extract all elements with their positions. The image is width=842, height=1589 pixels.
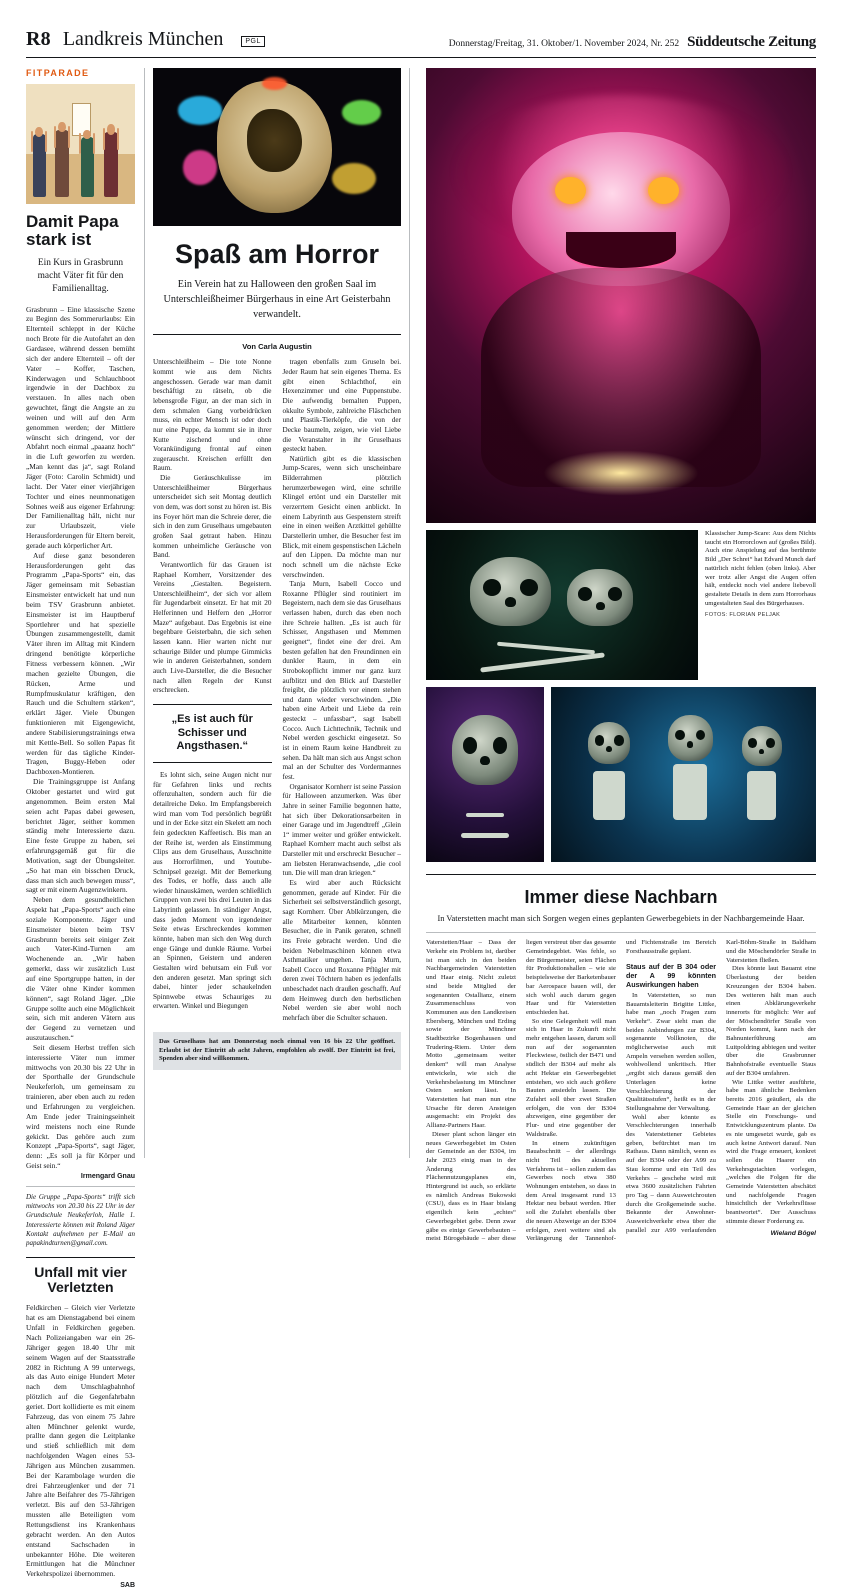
article-body-papa xyxy=(26,305,135,1171)
byline-unfall: SAB xyxy=(120,1582,135,1589)
photo-row-lower xyxy=(426,687,816,862)
info-box-opening-hours: Das Gruselhaus hat am Donnerstag noch einmal von 16 bis 22 Uhr geöffnet. Erlaubt ist der Eintritt ab acht Jahren, empfohlen ab zwölf. Der Eintritt ist frei, Spenden aber sind willkommen. xyxy=(153,1032,401,1071)
mask-photo xyxy=(426,687,544,862)
paragraph: Es wird aber auch Rücksicht genommen, gerade auf Kinder. Für die Sicherheit sei selbstverständlich gesorgt, sagt Kornherr. Über Ablkürzungen, die alle Mitarbeiter kennen, könnten Besucher, die in Panik geraten, schnell ins Freie gebracht werden. Und die beiden Nebelmaschinen können etwa Asthmatiker umgehen. Tanja Murn, Isabell Cocco und Roxanne Pflügler mit deren zwei Töchtern haben es jedenfalls unbeschadet nach draußen geschafft. Auf dem Heimweg durch den herbstlichen Nebel werden sie aber wohl noch mehrfach über die Schulter schauen. xyxy=(282,879,401,1022)
paragraph: Die Trainingsgruppe ist Anfang Oktober gestartet und wird gut angenommen. Beim ersten Mal seien acht Papas dabei gewesen, berichtet Jäger, seither kommen ständig mehr Interessierte dazu. Eine feste Gruppe zu haben, sei erfahrungsgemäß gut für die Motivation, sagt der Übungsleiter. „So hat man ein bisschen Druck, dass man sich auch bewegen muss“, sagt er mit einem Augenzwinkern. xyxy=(26,777,135,895)
page-number: R8 xyxy=(26,28,51,50)
column-divider xyxy=(144,68,145,1158)
paragraph: So eine Gelegenheit will man sich in Haar in Zukunft nicht mehr entgehen lassen, darum soll nun auf der sogenannten Fleckwiese, östlich der B471 und südlich der B304 auf mehr als acht Hektar ein Gewerbegebiet entstehen, wo sich auch größere Bauten ansiedeln lassen. Die Zufahrt soll über zwei Straßen erfolgen, die von der B304 abzweigen, eine gegenüber der Flur- und eine gegenüber der Waldstraße. xyxy=(526,1017,616,1138)
graffiti-photo xyxy=(153,68,401,226)
paper-logo: Süddeutsche Zeitung xyxy=(687,34,816,50)
byline-horror: Von Carla Augustin xyxy=(242,342,312,352)
skeletons-photo xyxy=(551,687,816,862)
column-right xyxy=(418,68,816,1243)
divider xyxy=(26,1186,135,1187)
paragraph: Natürlich gibt es die klassischen Jump-Scares, wenn sich unscheinbare Bilderrahmen plötzlich herumzerbewegen wird, eine schrille Klingel ertönt und ein Darsteller mit verzerrtem Gesicht einen anblickt. In einem Labyrinth aus Gespenstern streift eine in einen weißen Arztkittel gehüllte Darstellerin umher, die Besucher fest im Blick, mit einem gespenstischen Lächeln auf den Lippen. Da möchte man nur noch schnell um die nächste Ecke verschwinden. xyxy=(282,454,401,579)
skeleton-photo xyxy=(426,530,698,680)
article-body-horror xyxy=(153,358,401,1023)
section-tag: PGL xyxy=(241,36,265,47)
subline-papa: Ein Kurs in Grasbrunn macht Väter fit für den Familienalltag. xyxy=(37,257,124,294)
paragraph: Verantwortlich für das Grauen ist Raphael Kornherr, Vorsitzender des Vereins „Gestalten. Begeistern. Unterschleißheim“, der sich vor allem für Jugendarbeit einsetzt. Er hat mit 20 Helferinnen und Helfern den „Horror Maze“ aufgebaut. Das Ergebnis ist eine begehbare Geisterbahn, die sich sehen lassen kann. Hier warten nicht nur schaurige Bilder und plumpe Gimmicks wie in anderen Geisterbahnen, sondern auch Live-Darsteller, die die Besucher nach allen Regeln der Kunst erschrecken. xyxy=(153,560,272,695)
paragraph: Auf diese ganz besonderen Herausforderungen geht das Programm „Papa-Sports“ ein, das Jäger gemeinsam mit Sebastian Einsmeister entwickelt hat und nun beim TSV Grasbrunn anbietet. Einsmeister ist im Hauptberuf Sportlehrer und hat spezielle Übungen zusammengestellt, damit Väter ihren im Alltag mit Kindern dringend benötigte körperliche Fitness verbessern können. „Wir machen gezielte Übungen, die Rücken, Arme und Rumpfmuskulatur kräftigen, den Rauch und die Schultern stärken“, erklärt Jäger. Viele Übungen funktionieren mit Eigengewicht, andere Stabilisierungstrainings etwa mit Kettle-Bell. So sollen Papas fit werden für das tägliche Kinder-Tragen, Buggy-Heben oder Dachboxen-Montieren. xyxy=(26,550,135,777)
paragraph: Unterschleißheim – Die tote Nonne kommt wie aus dem Nichts angeschossen. Gerade war man damit beschäftigt zu rätseln, ob die lebensgroße Figur, an der man sich in dem schmalen Gang vorbeidrücken muss, ein echter Mensch ist oder doch nur eine Puppe, da kommt sie in ihrer Kutte zischend und ohne Vorankündigung frontal auf einen zugerauscht. Kreischen erfüllt den Raum. xyxy=(153,358,272,473)
headline-nachbarn: Immer diese Nachbarn xyxy=(524,887,718,907)
article-nachbarn xyxy=(426,874,816,1244)
masthead-right xyxy=(449,34,816,51)
column-left xyxy=(26,68,144,1589)
headline-papa: Damit Papa stark ist xyxy=(26,212,119,250)
photo-credit: FOTOS: FLORIAN PELJAK xyxy=(705,612,781,619)
paragraph: Neben dem gesundheitlichen Aspekt hat „Papa-Sports“ auch eine soziale Komponente. Jäger und Einsmeister bieten beim TSV Grasbrunn bereits seit einiger Zeit auch Vater-Kind-Turnen am Wochenende an. „Wir haben gemerkt, dass wir zusätzlich Lust auf eine Sportgruppe hatten, in der die Väter ohne Kinder kommen können“, sagt Roland Jäger. „Die Gruppe sollte auch eine Möglichkeit sein, sich mit anderen Vätern aus der Gegend zu vernetzen und auszutauschen.“ xyxy=(26,895,135,1043)
paragraph: In Vaterstetten, so nun Bauamtsleiterin Brigitte Littke, habe man „noch Fragen zum Verkehr“. Zwar sieht man die beiden Anbindungen zur B304, sogenannte Vollknoten, die möglicherweise auch mit Ampeln versehen werden sollen, wohlwollend unkritisch. Hier „ergibt sich daraus gemäß den Unterlagen keine Verschlechterung der Qualitätsstufen“, heißt es in der Stellungnahme der Verwaltung. xyxy=(626,991,716,1112)
paragraph: Wie Littke weiter ausführte, habe man ähnliche Bedenken bereits 2016 geäußert, als die Gemeinde Haar an der gleichen Stelle ein Forschungs- und Entwicklungszentrum plante. Da es nie umgesetzt wurde, gab es auch keine Antwort darauf. Nun wird die Frage erneuert, konkret sollen die Haarer ein Verkehrsgutachten vorlegen, „welches die Folgen für die Gemeinde Vaterstetten abschätzt und nachfolgende Fragen hinsichtlich der Verkehrsflüsse beantwortet“. Der Ausschuss stimmte dieser Forderung zu. xyxy=(726,1078,816,1225)
paragraph: Seit diesem Herbst treffen sich interessierte Väter nun immer mittwochs von 20.30 bis 22 Uhr in der Sporthalle der Grundschule Neukeferloh, um gemeinsam zu trainieren, aber eben auch zu reden und Erfahrungen zu vergleichen. Am Ende jeder Trainingseinheit wird meistens noch eine Runde gekickt. Das gehöre auch zum Konzept „Papa-Sports“, sagt Jäger, denn: „Es soll ja für Körper und Geist sein.“ xyxy=(26,1042,135,1171)
paragraph: Wohl aber könnte es Verschlechterungen innerhalb des Vaterstettener Gebietes geben, befürchtet man im Rathaus. Dann nämlich, wenn es auf der B304 oder der A99 zu Stau komme und ein Teil des Verkehrs – geschehe wird mit etwa 3600 zusätzlichen Fahrten pro Tag – dann Ausweichrouten durch die Großgemeinde suche. Bekannte der Anwohner-Ausweichverkehr etwa über die parallel zur A99 verlaufenden Karl-Böhm-Straße in Baldham und die Möschendörfer Straße in Vaterstetten fließen. xyxy=(626,939,816,1234)
section-title: Landkreis München xyxy=(62,28,224,50)
byline-nachbarn: Wieland Bögel xyxy=(770,1229,816,1237)
paragraph: tragen ebenfalls zum Gruseln bei. Jeder Raum hat sein eigenes Thema. Es gibt einen Schlachthof, ein Hexenzimmer und eine Puppenstube. Die aufwendig bemalten Puppen, okkulte Symbole, zahlreiche Fläschchen und Plastik-Tierköpfe, die von der Decke baumeln, zeigen, wie viel Liebe die Veranstalter in ihr Gruselhaus gesteckt haben. xyxy=(282,358,401,454)
paragraph: Es lohnt sich, seine Augen nicht nur für Gefahren links und rechts offenzuhalten, sondern auch für die detailreiche Deko. Im Empfangsbereich wird man vom Tod persönlich begrüßt und in der Ecke sitzt ein Skelett am noch fein gedeckten Kaffeetisch. Bis man an der Reihe ist, werden als Einstimmung Clips aus dem Gruselhaus, Ausschnitte aus Horrorfilmen, und Youtube-Schnipsel gezeigt. Mit der Bemerkung des Todes, er hoffe, dass auch alle wieder hinauskämen, werden schließlich Gruppen von zwei bis drei Leuten in das Labyrinth gelassen. In ständiger Angst, dass jeden Moment von irgendeiner Seite etwas Erschreckendes kommen könnte, haben man sich den Weg durch enge Gänge und dunkle Räume. Vorbei an Spinnen, Geistern und anderen Gestalten wird behutsam ein Fuß vor den anderen gesetzt. Man springt sich dabei, hinter jeder schaukelnden Spinnwebe etwas Schauriges zu erwarten. Winkel und Biegungen xyxy=(153,771,272,1011)
divider xyxy=(426,932,816,933)
kicker-fitparade: FITPARADE xyxy=(26,68,90,78)
divider xyxy=(26,1257,135,1258)
column-middle xyxy=(153,68,409,1158)
article-body-unfall xyxy=(26,1303,135,1579)
paragraph: Vaterstetten/Haar – Dass der Verkehr ein Problem ist, darüber ist man sich in den beiden Nachbargemeinden Vaterstetten und Haar einig. Nicht zuletzt sind beide Mitglied der sogenannten Ostallianz, einem Zusammenschluss von Kommunen aus den Landkreisen Ebersberg, München und Erding sowie der Münchner Stadtbezirke Bogenhausen und Trudering-Riem. Unter dem Motto „gemeinsam weiter denken“ will man Analyse entwickeln, wie sich die Verkehrsbelastung im Münchner Osten senken lässt. In Vaterstetten hat man nun eine Ursache für deren Ansteigen ausgemacht: ein Projekt des Allianz-Partners Haar. xyxy=(426,939,516,1130)
headline-unfall: Unfall mit vier Verletzten xyxy=(34,1263,127,1296)
content-grid xyxy=(26,68,816,1589)
subhead-nachbarn: Staus auf der B 304 oder der A 99 könnten Auswirkungen haben xyxy=(626,961,716,990)
byline-papa: Irmengard Gnau xyxy=(80,1172,135,1180)
article-body-nachbarn xyxy=(426,939,816,1244)
subline-spass-am-horror: Ein Verein hat zu Halloween den großen Saal im Unterschleißheimer Bürgerhaus in eine Art Geisterbahn verwandelt. xyxy=(163,279,391,320)
headline-spass-am-horror: Spaß am Horror xyxy=(174,239,380,269)
photo-caption xyxy=(705,530,816,680)
issue-date: Donnerstag/Freitag, 31. Oktober/1. November 2024, Nr. 252 xyxy=(448,39,680,49)
masthead xyxy=(26,28,816,58)
paragraph: In einem zukünftigen Bauabschnitt – der allerdings nicht Teil des aktuellen Verfahrens ist – sollen zudem das Gewerbes noch etwa 380 Wohnungen entstehen, so dass in dem Areal insgesamt rund 13 Hektar neu bebaut werden. Hier soll die Zufahrt ebenfalls über die neuen Abzweige an der B304 erfolgen, zwei weitere sind als Verlängerung der Tannenhof- und Fichtenstraße im Bereich Forsthausstraße geplant. xyxy=(526,939,716,1243)
masthead-left xyxy=(26,28,265,51)
paragraph: Die Geräuschkulisse im Unterschleißheimer Bürgerhaus unterscheidet sich seit Montag deutlich von dem, was dort sonst zu hören ist. Bis ins Foyer hört man die Schreie derer, die sich in den zum Gruselhaus umgebauten großen Saal getraut haben. Hinzu kommen unheimliche Geräusche von Band. xyxy=(153,474,272,560)
paragraph: Dies könnte laut Bauamt eine Überlastung der beiden Kreuzungen der B304 haben. Des weiteren hält man auch einen Abklärungsverkehr innerorts für möglich: Wer auf der Möschendörfer Straße von Norden kommt, kann nach der Bahnunterführung am Luitpoldring abbiegen und weiter über die Grasbrunner Bahnhofstraße eventuelle Staus auf der B304 umfahren. xyxy=(726,965,816,1077)
paragraph: Grasbrunn – Eine klassische Szene zu Beginn des Sommerurlaubs: Ein Elternteil schleppt in der Küche noch Brote für die Autofahrt an den Gardasee, während dessen bemüht sich der andere Elternteil – oft der Vater – Koffer, Taschen, Kinderwagen und Schlauchboot irgendwie in der Dachbox zu verstauen. In alles nach oben gewuchtet, fängt die Angste an zu weinen und will auf den Arm genommen werden; der Mittlere wünscht sich dringend, vor der Abfahrt noch einmal „paaanz hoch“ in die Luft geworfen zu werden. „Man kennt das ja“, sagt Roland Jäger (Foto: Carolin Schmidt) und lacht. Der Vater einer vierjährigen Tochter und eines neunmonatigen Sohnes weiß aus eigener Erfahrung: Der Familienalltag hält, nicht nur zur Urlaubszeit, viele Herausforderungen für Eltern bereit, gerade auch körperlicher Art. xyxy=(26,304,135,550)
pull-quote: „Es ist auch für Schisser und Angsthasen.“ xyxy=(153,704,272,763)
paragraph: Organisator Kornherr ist seine Passion für Halloween anzumerken. Was über Jahre in seiner Familie begonnen hatte, hat sich über Dekorationsarbeiten in einer Garage und im Jugendtreff „Glein 1“ immer weiter und größer entwickelt. Raphael Kornherr macht auch selbst als Darsteller mit und erschreckt Besucher – am liebsten Heranwachsende, „die cool tun. Die will man dran kriegen.“ xyxy=(282,782,401,878)
caption-text: Klassischer Jump-Scare: Aus dem Nichts taucht ein Horrorclown auf (großes Bild). Auch eine Anspielung auf das berühmte Bild „Der Schrei“ hat Edvard Munch darf natürlich nicht fehlen (oben links). Aber wer trotz aller Angst die Augen offen hält, entdeckt noch viel andere liebevoll gestaltete Details in dem zum Horrorhaus umgestalteten Saal des Bürgerhauses. xyxy=(705,530,816,607)
paragraph: Tanja Murn, Isabell Cocco und Roxanne Pflügler sind routiniert im Begeistern, nach dem sie das Gruselhaus verlassen haben, durch das eben noch ihre Schreie hallten. „Es ist auch für Schisser, Angsthasen und Memmen geeignet“, findet eine der drei. Am besten gefallen hat den Freundinnen ein dunkler Raum, in dem ein Strobokopflicht immer nur ganz kurz aufblitzt und den Blick auf Darsteller freigibt, die plötzlich vor einem stehen und dann wieder verschwinden. „Die haben eine Arbeit und Liebe da rein gesteckt – unfassbar“, sagt Isabell Cocco. Auch Lichttechnik, Technik und Nebel werden geschickt eingesetzt. So ist in einem Raum keine Handbreit zu sehen. Da hält man sich aus Angst schon mal an der Schulter des Vordermannes fest. xyxy=(282,580,401,781)
column-divider xyxy=(409,68,410,1158)
clown-photo xyxy=(426,68,816,523)
photo-caption-row xyxy=(426,530,816,680)
subline-nachbarn: In Vaterstetten macht man sich Sorgen wegen eines geplanten Gewerbegebiets in der Nachbargemeinde Haar. xyxy=(437,914,805,923)
paragraph: Dieser plant schon länger ein neues Gewerbegebiet im Osten der Gemeinde an der B304, im Jahr 2023 einig man in der Änderung des Flächennutzungsplanes ein, Hintergrund ist auch, so erklärte es nämlich Andreas Bukowski (CSU), dass es in Haar bislang eigentlich kein „echtes“ Gewerbegebiet gebe. Denn zwar gäbe es einige Gewerbebauten – meist Bürogebäude – aber diese liegen verstreut über das gesamte Gemeindegebiet. Was fehle, so der Bürgermeister, seien Flächen für Produktionshallen – wie sie beispielsweise der Barketenbauer bar Aerospace bauen will, der sich wohl auch darum gegen Haar und für Vaterstetten entschieden hat. xyxy=(426,939,616,1243)
paragraph: Feldkirchen – Gleich vier Verletzte hat es am Dienstagabend bei einem Unfall in Feldkirchen gegeben. Nach Polizeiangaben war ein 26-Jähriger gegen 18.40 Uhr mit seinem Wagen auf der Staatsstraße 2082 in Richtung A 99 unterwegs, als das Auto einige Hundert Meter nach dem Umschlagbahnhof plötzlich auf die Gegenfahrbahn geriet. Dort kollidierte es mit einem Fahrzeug, das von einem 75 Jahre alten Münchner gelenkt wurde, prallte dann gegen die Leitplanke und stieß schließlich mit dem nachfolgenden Wagen eines 53-Jährigen aus München zusammen. Bei der Karambolage wurden die drei Fahrzeuglenker und der 71 Jahre alte Beifahrer des 75-Jährigen verletzt. Bis auf den 53-Jährigen mussten alle Beteiligten vom Rettungsdienst ins Krankenhaus gebracht werden. An den Autos entstand Sachschaden in unbekannter Höhe. Die weiteren Ermittlungen hat die Münchner Verkehrspolizei übernommen. xyxy=(26,1303,135,1579)
gym-photo xyxy=(26,84,135,204)
info-note-papa: Die Gruppe „Papa-Sports“ trifft sich mittwochs von 20.30 bis 22 Uhr in der Grundschule Neukeferloh, Halle 1. Interessierte können mit Roland Jäger Kontakt aufnehmen per E-Mail an papakindturnen@gmail.com. xyxy=(26,1192,135,1248)
divider xyxy=(153,334,401,335)
